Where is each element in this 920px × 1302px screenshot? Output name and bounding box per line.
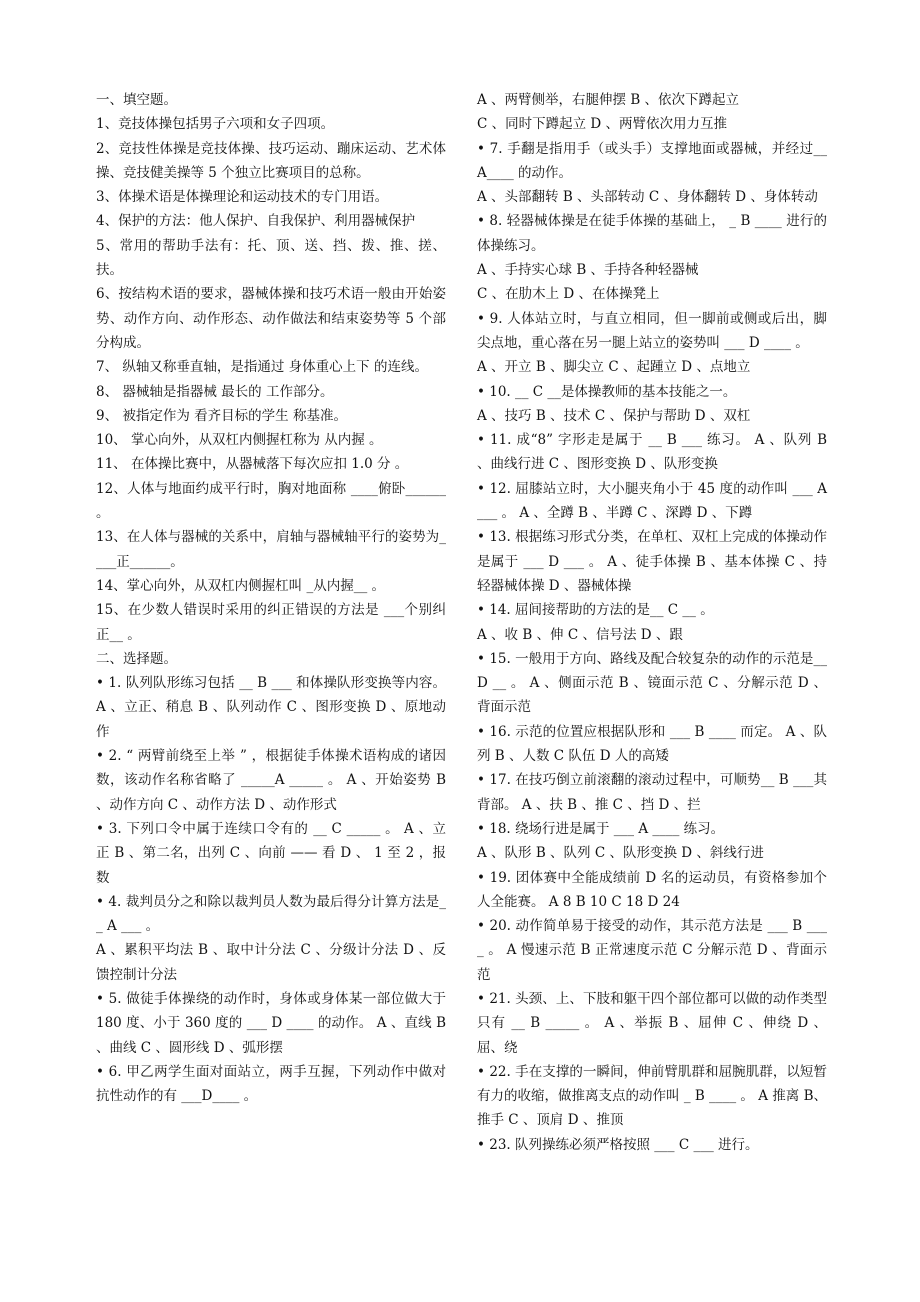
text-line: A 、队形 B 、队列 C 、队形变换 D 、斜线行进 <box>477 845 764 862</box>
text-line: A 、收 B 、伸 C 、信号法 D 、跟 <box>477 626 683 643</box>
text-line: • 15. 一般用于方向、路线及配合较复杂的动作的示范是__ D __ 。 A 、侧面示范 B 、镜面示范 C 、分解示范 D 、背面示范 <box>477 650 827 716</box>
text-line: C 、同时下蹲起立 D 、两臂依次用力互推 <box>477 116 728 133</box>
text-line: • 19. 团体赛中全能成绩前 D 名的运动员，有资格参加个人全能赛。 A 8 B 10 C 18 D 24 <box>477 869 827 910</box>
text-line: • 11. 成“8” 字形走是属于 __ B ___ 练习。 A 、队列 B 、曲线行进 C 、图形变换 D 、队形变换 <box>477 432 827 473</box>
text-line: 5、常用的帮助手法有：托、顶、送、挡、拨、推、搓、扶。 <box>96 237 446 279</box>
text-line: • 7. 手翻是指用手（或头手）支撑地面或器械，并经过__ A____ 的动作。 <box>477 140 827 181</box>
text-line: 2、竞技性体操是竞技体操、技巧运动、蹦床运动、艺术体操、竞技健美操等 5 个独立比赛项目的总称。 <box>96 140 446 181</box>
text-line: 9、 被指定作为 看齐目标的学生 称基准。 <box>96 407 347 424</box>
text-line: A 、开立 B 、脚尖立 C 、起踵立 D 、点地立 <box>477 359 751 376</box>
text-line: A 、技巧 B 、技术 C 、保护与帮助 D 、双杠 <box>477 407 751 424</box>
text-line: • 20. 动作简单易于接受的动作，其示范方法是 ___ B ____ 。 A 慢速示范 B 正常速度示范 C 分解示范 D 、背面示范 <box>477 918 827 983</box>
text-line: 4、保护的方法：他人保护、自我保护、利用器械保护 <box>96 213 416 230</box>
text-line: • 17. 在技巧倒立前滚翻的滚动过程中，可顺势__ B ___其背部。 A 、扶 B 、推 C 、挡 D 、拦 <box>477 772 827 813</box>
text-line: A 、两臂侧举，右腿伸摆 B 、依次下蹲起立 <box>477 92 740 108</box>
text-line: 11、 在体操比赛中，从器械落下每次应扣 1.0 分 。 <box>96 456 409 473</box>
text-line: A 、头部翻转 B 、头部转动 C 、身体翻转 D 、身体转动 <box>477 189 818 206</box>
text-line: 13、在人体与器械的关系中，肩轴与器械轴平行的姿势为____正______。 <box>96 529 446 570</box>
text-line: • 8. 轻器械体操是在徒手体操的基础上， _ B ____ 进行的体操练习。 <box>477 213 827 254</box>
text-line: 6、按结构术语的要求，器械体操和技巧术语一般由开始姿势、动作方向、动作形态、动作做法和结束姿势等 5 个部分构成。 <box>96 286 446 351</box>
text-line: 二、选择题。 <box>96 650 177 667</box>
text-line: 8、 器械轴是指器械 最长的 工作部分。 <box>96 383 334 400</box>
text-line: A 、手持实心球 B 、手持各种轻器械 <box>477 262 699 279</box>
text-line: • 1. 队列队形练习包括 __ B ___ 和体操队形变换等内容。 A 、立正、稍息 B 、队列动作 C 、图形变换 D 、原地动作 <box>96 675 446 740</box>
text-line: • 3. 下列口令中属于连续口令有的 __ C _____ 。 A 、立正 B 、第二名，出列 C 、向前 —— 看 D 、 1 至 2 ，报数 <box>96 820 446 886</box>
text-line: 14、掌心向外，从双杠内侧握杠叫 _从内握__ 。 <box>96 577 386 594</box>
text-line: • 14. 屈间接帮助的方法的是__ C __ 。 <box>477 602 714 619</box>
text-line: 15、在少数人错误时采用的纠正错误的方法是 ___个别纠正__ 。 <box>96 602 446 643</box>
text-line: 7、 纵轴又称垂直轴，是指通过 身体重心上下 的连线。 <box>96 359 428 376</box>
text-line: 一、填空题。 <box>96 92 177 108</box>
text-line: C 、在肋木上 D 、在体操凳上 <box>477 286 660 303</box>
text-line: • 13. 根据练习形式分类，在单杠、双杠上完成的体操动作是属于 ___ D ___ 。 A 、徒手体操 B 、基本体操 C 、持轻器械体操 D 、器械体操 <box>477 529 827 594</box>
text-line: 1、竞技体操包括男子六项和女子四项。 <box>96 116 335 133</box>
text-line: • 23. 队列操练必须严格按照 ___ C ___ 进行。 <box>477 1136 759 1153</box>
text-line: • 18. 绕场行进是属于 ___ A ____ 练习。 <box>477 820 725 837</box>
text-line: • 9. 人体站立时，与直立相同，但一脚前或侧或后出，脚尖点地，重心落在另一腿上站立的姿势叫 ___ D ____ 。 <box>477 310 827 351</box>
right-column <box>477 88 827 1157</box>
text-line: 12、人体与地面约成平行时，胸对地面称 ____俯卧______ 。 <box>96 480 446 522</box>
text-line: • 4. 裁判员分之和除以裁判员人数为最后得分计算方法是__ A ___ 。 <box>96 893 446 935</box>
text-line: • 16. 示范的位置应根据队形和 ___ B ____ 而定。 A 、队列 B 、人数 C 队伍 D 人的高矮 <box>477 723 827 765</box>
text-line: • 10. __ C __是体操教师的基本技能之一。 <box>477 383 737 400</box>
text-line: • 5. 做徒手体操绕的动作时，身体或身体某一部位做大于 180 度、小于 360 度的 ___ D ____ 的动作。 A 、直线 B 、曲线 C 、圆形线 D 、弧形摆 <box>96 990 446 1056</box>
text-line: 3、体操术语是体操理论和运动技术的专门用语。 <box>96 189 389 206</box>
text-line: A 、累积平均法 B 、取中计分法 C 、分级计分法 D 、反馈控制计分法 <box>96 942 446 983</box>
text-line: • 6. 甲乙两学生面对面站立，两手互握，下列动作中做对抗性动作的有 ___D____ 。 <box>96 1063 446 1105</box>
text-line: 10、 掌心向外，从双杠内侧握杠称为 从内握 。 <box>96 432 383 449</box>
text-line: • 22. 手在支撑的一瞬间，伸前臂肌群和屈腕肌群，以短暂有力的收缩，做推离支点的动作叫 _ B ____ 。 A 推离 B、推手 C 、顶肩 D 、推顶 <box>477 1063 827 1129</box>
text-line: • 2. “ 两臂前绕至上举 ” ，根据徒手体操术语构成的诸因数，该动作名称省略了 _____A _____ 。 A 、开始姿势 B 、动作方向 C 、动作方法 D 、动作形式 <box>96 748 446 813</box>
left-column <box>96 88 446 1108</box>
text-line: • 12. 屈膝站立时，大小腿夹角小于 45 度的动作叫 ___ A ___ 。 A 、全蹲 B 、半蹲 C 、深蹲 D 、下蹲 <box>477 480 827 522</box>
text-line: • 21. 头颈、上、下肢和躯干四个部位都可以做的动作类型只有 __ B _____ 。 A 、举振 B 、屈伸 C 、伸绕 D 、屈、绕 <box>477 990 827 1056</box>
